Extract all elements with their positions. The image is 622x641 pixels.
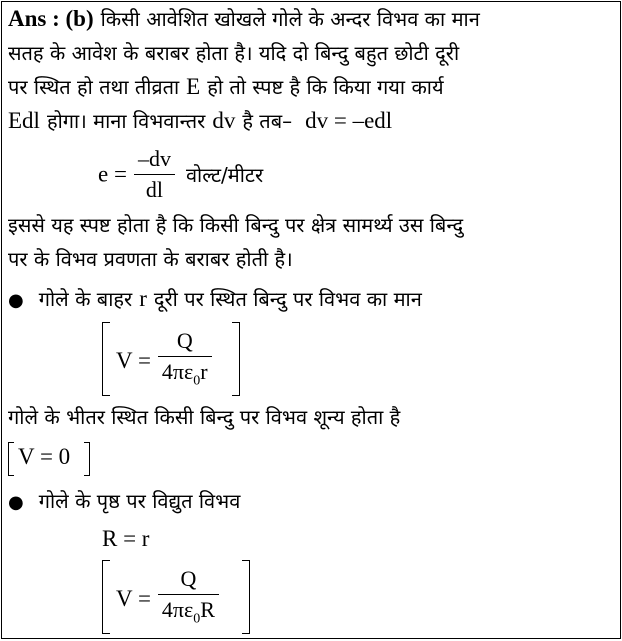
eq1-lhs: e = (98, 161, 127, 187)
bullet2-text: गोले के पृष्ठ पर विद्युत विभव (38, 489, 241, 513)
bullet1-a: गोले के बाहर (38, 287, 133, 311)
distance-symbol: r (139, 286, 147, 311)
eq2-fraction (158, 328, 212, 394)
para2-line2: पर के विभव प्रवणता के बराबर होती है। (8, 247, 293, 271)
eq3-bracket (8, 442, 90, 476)
eq1-numerator: –dv (134, 146, 175, 175)
eq4-fraction (158, 566, 219, 632)
para3-line1: गोले के भीतर स्थित किसी बिन्दु पर विभव शून्य होता है (8, 405, 401, 429)
para1-line3-a: पर स्थित हो तथा तीव्रता (8, 75, 180, 99)
para2-line1: इससे यह स्पष्ट होता है कि किसी बिन्दु पर क्षेत्र सामर्थ्य उस बिन्दु (8, 213, 464, 237)
eq2-numerator: Q (158, 328, 212, 357)
intensity-symbol: E (186, 74, 201, 99)
eq4-bracket (102, 560, 250, 634)
eq4-lhs: V = (116, 586, 151, 612)
para1-line4-d: है तब– (242, 109, 293, 133)
answer-box (1, 1, 621, 639)
surface-condition: R = r (102, 526, 150, 551)
field-equation (98, 146, 263, 203)
eq4-numerator: Q (158, 566, 219, 595)
bullet-outside (8, 284, 422, 316)
work-symbol: Edl (8, 108, 40, 133)
para1-line1: किसी आवेशित खोखले गोले के अन्दर विभव का मान (100, 7, 480, 31)
line-4 (8, 106, 392, 137)
line-1 (8, 4, 480, 35)
bullet-icon: ● (8, 492, 24, 513)
eq4-denominator: $4\pi\varepsilon_0R$ (161, 597, 215, 627)
dv-symbol: dv (212, 108, 236, 133)
eq2-denominator: $4\pi\varepsilon_0r$ (161, 359, 208, 389)
eq2-lhs: V = (116, 348, 151, 374)
bullet-surface (8, 486, 240, 518)
answer-label: Ans : (b) (8, 6, 94, 31)
bullet1-b: दूरी पर स्थित बिन्दु पर विभव का मान (153, 287, 422, 311)
eq2-bracket (102, 322, 240, 396)
eq1-fraction (134, 146, 175, 203)
eq1-unit: वोल्ट/मीटर (185, 163, 264, 187)
eq3-text: V = 0 (18, 444, 71, 469)
dv-equation: dv = –edl (305, 108, 393, 133)
line-3 (8, 72, 444, 103)
para1-line2: सतह के आवेश के बराबर होता है। यदि दो बिन्दु बहुत छोटी दूरी (8, 41, 460, 65)
para1-line4-b: होगा। माना विभवान्तर (46, 109, 206, 133)
eq1-denominator: dl (145, 177, 163, 202)
para1-line3-b: हो तो स्पष्ट है कि किया गया कार्य (207, 75, 444, 99)
bullet-icon: ● (8, 290, 24, 311)
